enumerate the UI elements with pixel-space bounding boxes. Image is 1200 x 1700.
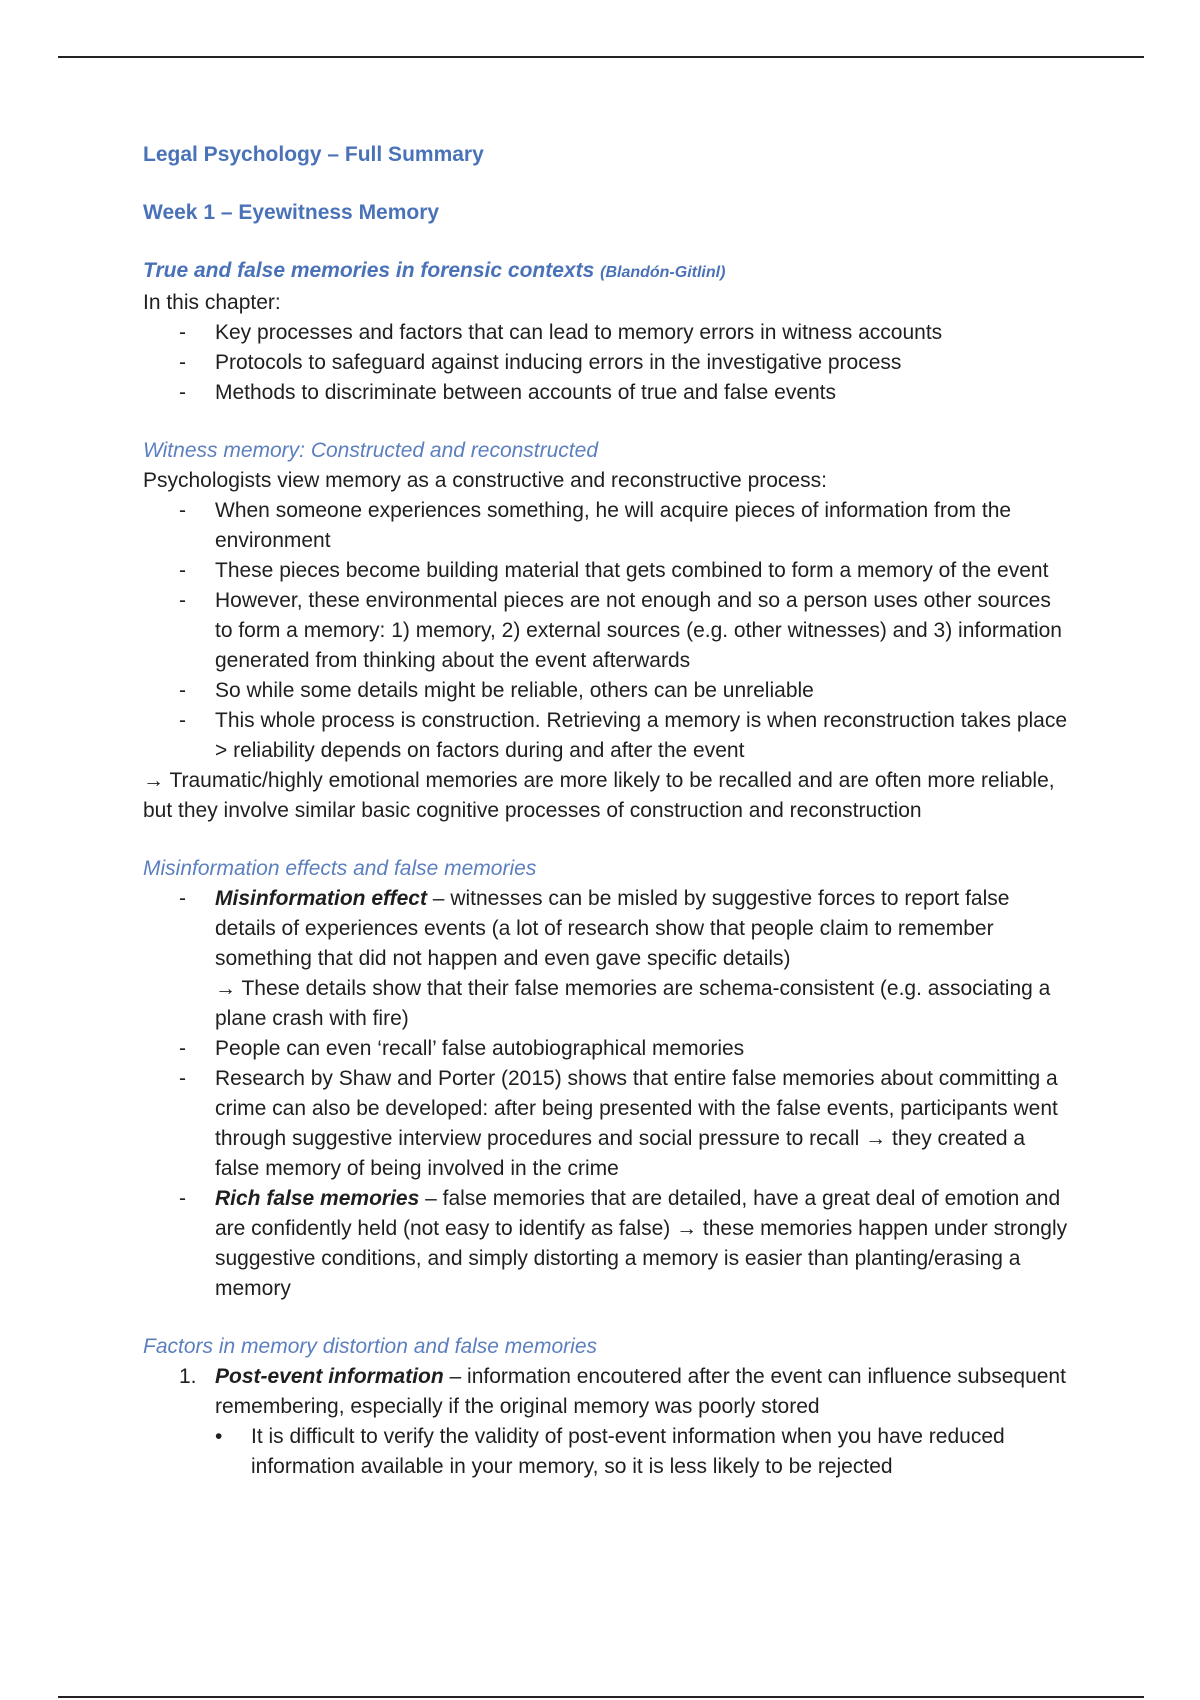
dash-marker: - xyxy=(179,679,186,702)
dash-marker: - xyxy=(179,559,186,582)
list-item xyxy=(143,706,1073,766)
list-item-text: So while some details might be reliable, others can be unreliable xyxy=(215,679,814,702)
arrow-note: → Traumatic/highly emotional memories are more likely to be recalled and are often more reliable, but they involve similar basic cognitive processes of construction and reconstruction xyxy=(143,769,1055,822)
list-item xyxy=(143,884,1073,1034)
dash-marker: - xyxy=(179,1187,186,1210)
section-intro: In this chapter: xyxy=(143,291,281,314)
list-item-text: Key processes and factors that can lead to memory errors in witness accounts xyxy=(215,321,943,344)
sub-list-item xyxy=(215,1422,1073,1482)
list-item xyxy=(143,1184,1073,1304)
list-item xyxy=(143,348,1073,378)
section-heading-text: True and false memories in forensic contexts xyxy=(143,259,595,282)
list-item xyxy=(143,556,1073,586)
list-item-text: Methods to discriminate between accounts of true and false events xyxy=(215,381,837,404)
citation: (Blandón-Gitlinl) xyxy=(600,264,726,281)
term: Post-event information xyxy=(215,1365,444,1388)
spacer xyxy=(143,826,1073,854)
dash-marker: - xyxy=(179,499,186,522)
footer-rule xyxy=(58,1696,1144,1698)
list-item xyxy=(143,318,1073,348)
list-item-text: When someone experiences something, he will acquire pieces of information from the environment xyxy=(215,499,1012,552)
list-item-text: These pieces become building material that gets combined to form a memory of the event xyxy=(215,559,1049,582)
bullet-marker: • xyxy=(215,1425,223,1448)
term: Misinformation effect xyxy=(215,887,427,910)
term: Rich false memories xyxy=(215,1187,420,1210)
factors-list xyxy=(143,1362,1073,1482)
document-title: Legal Psychology – Full Summary xyxy=(143,143,484,166)
dash-marker: - xyxy=(179,589,186,612)
dash-marker: - xyxy=(179,709,186,732)
number-marker: 1. xyxy=(179,1365,197,1388)
section-intro: Psychologists view memory as a constructive and reconstructive process: xyxy=(143,469,827,492)
section-heading-witness-memory: Witness memory: Constructed and reconstructed xyxy=(143,439,598,462)
dash-marker: - xyxy=(179,1067,186,1090)
section-heading-misinformation: Misinformation effects and false memories xyxy=(143,857,537,880)
document-page xyxy=(143,140,1073,1510)
dash-marker: - xyxy=(179,1037,186,1060)
list-item-text: People can even ‘recall’ false autobiographical memories xyxy=(215,1037,745,1060)
list-item xyxy=(143,1362,1073,1482)
list-item-text: – witnesses can be misled by suggestive forces to report false details of experiences events (a lot of research show that people claim to remember something that did not happen and even gave specific details) xyxy=(215,887,1010,970)
list-item-text: Protocols to safeguard against inducing errors in the investigative process xyxy=(215,351,902,374)
list-item-text: – information encoutered after the event can influence subsequent remembering, especially if the original memory was poorly stored xyxy=(215,1365,1066,1418)
dash-marker: - xyxy=(179,381,186,404)
sub-list xyxy=(215,1422,1073,1482)
list-item-text: This whole process is construction. Retrieving a memory is when reconstruction takes place > reliability depends on factors during and after the event xyxy=(215,709,1068,762)
list-item xyxy=(143,676,1073,706)
list-item xyxy=(143,1034,1073,1064)
header-rule xyxy=(58,56,1144,58)
arrow-note: → These details show that their false memories are schema-consistent (e.g. associating a plane crash with fire) xyxy=(215,977,1051,1030)
dash-marker: - xyxy=(179,351,186,374)
list-item-text: Research by Shaw and Porter (2015) shows that entire false memories about committing a crime can also be developed: after being presented with the false events, participants went through suggestive interview procedures and social pressure to recall → they created a false memory of being involved in the crime xyxy=(215,1067,1058,1180)
list-item xyxy=(143,496,1073,556)
section-heading-factors: Factors in memory distortion and false memories xyxy=(143,1335,597,1358)
section-heading-true-false xyxy=(143,256,1073,288)
sub-list-item-text: It is difficult to verify the validity of post-event information when you have reduced information available in your memory, so it is less likely to be rejected xyxy=(251,1425,1005,1478)
week-heading: Week 1 – Eyewitness Memory xyxy=(143,201,440,224)
misinformation-list xyxy=(143,884,1073,1304)
dash-marker: - xyxy=(179,887,186,910)
list-item xyxy=(143,586,1073,676)
construction-list xyxy=(143,496,1073,766)
chapter-list xyxy=(143,318,1073,408)
list-item xyxy=(143,378,1073,408)
dash-marker: - xyxy=(179,321,186,344)
list-item-text: However, these environmental pieces are not enough and so a person uses other sources to form a memory: 1) memory, 2) external sources (e.g. other witnesses) and 3) information generated from thinking about the event afterwards xyxy=(215,589,1062,672)
list-item xyxy=(143,1064,1073,1184)
list-item-text: – false memories that are detailed, have a great deal of emotion and are confidently held (not easy to identify as false) → these memories happen under strongly suggestive conditions, and simply distorting a memory is easier than planting/erasing a memory xyxy=(215,1187,1068,1300)
